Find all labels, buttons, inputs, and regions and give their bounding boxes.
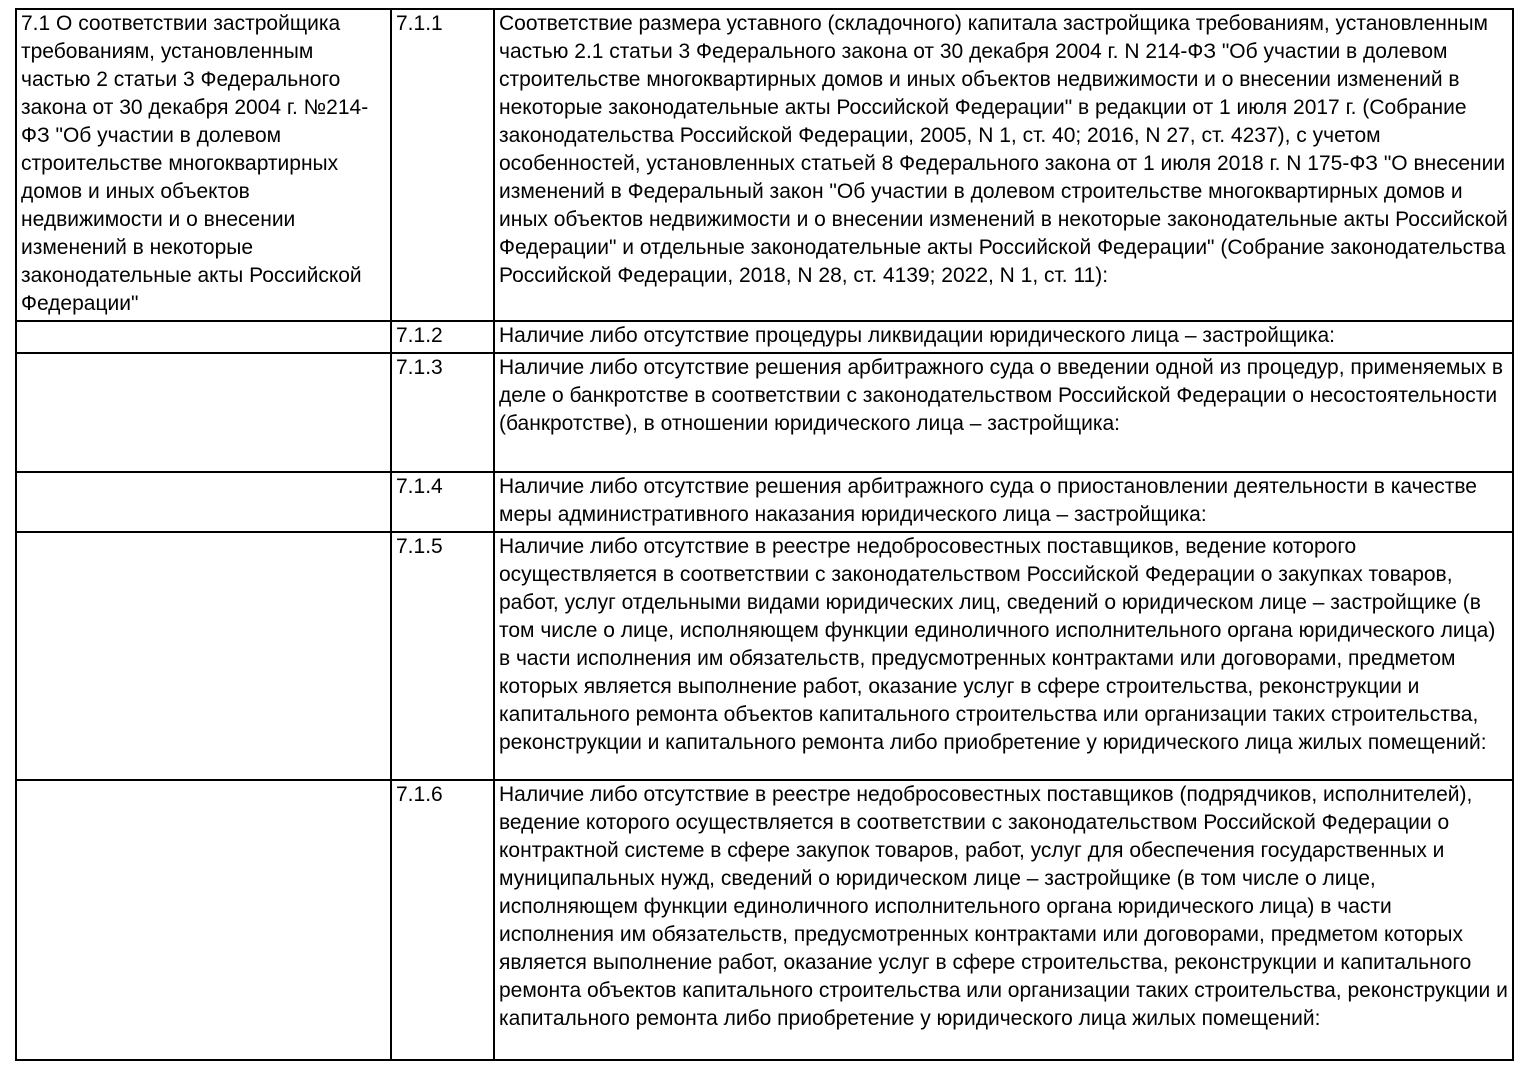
row-number: 7.1.6: [391, 780, 494, 1060]
section-header-cell-empty: [16, 472, 391, 532]
row-number: 7.1.2: [391, 321, 494, 353]
section-header-cell-empty: [16, 353, 391, 472]
requirement-text: Наличие либо отсутствие решения арбитражного суда о приостановлении деятельности в качестве меры административного наказания юридического лица – застройщика:: [494, 472, 1513, 532]
requirement-text: Соответствие размера уставного (складочного) капитала застройщика требованиям, установленным частью 2.1 статьи 3 Федерального закона от 30 декабря 2004 г. N 214-ФЗ "Об участии в долевом строительстве многоквартирных домов и иных объектов недвижимости и о внесении изменений в некоторые законодательные акты Российской Федерации" в редакции от 1 июля 2017 г. (Собрание законодательства Российской Федерации, 2005, N 1, ст. 40; 2016, N 27, ст. 4237), с учетом особенностей, установленных статьей 8 Федерального закона от 1 июля 2018 г. N 175-ФЗ "О внесении изменений в Федеральный закон "Об участии в долевом строительстве многоквартирных домов и иных объектов недвижимости и о внесении изменений в некоторые законодательные акты Российской Федерации" и отдельные законодательные акты Российской Федерации" (Собрание законодательства Российской Федерации, 2018, N 28, ст. 4139; 2022, N 1, ст. 11):: [494, 9, 1513, 321]
requirement-text: Наличие либо отсутствие в реестре недобросовестных поставщиков, ведение которого осуществляется в соответствии с законодательством Российской Федерации о закупках товаров, работ, услуг отдельными видами юридических лиц, сведений о юридическом лице – застройщике (в том числе о лице, исполняющем функции единоличного исполнительного органа юридического лица) в части исполнения им обязательств, предусмотренных контрактами или договорами, предметом которых является выполнение работ, оказание услуг в сфере строительства, реконструкции и капитального ремонта объектов капитального строительства или организации таких строительства, реконструкции и капитального ремонта либо приобретение у юридического лица жилых помещений:: [494, 532, 1513, 780]
table-row: [16, 472, 1513, 532]
requirement-text: Наличие либо отсутствие процедуры ликвидации юридического лица – застройщика:: [494, 321, 1513, 353]
table-row: [16, 321, 1513, 353]
declaration-table: [15, 8, 1514, 1061]
section-header-cell: 7.1 О соответствии застройщика требованиям, установленным частью 2 статьи 3 Федерального закона от 30 декабря 2004 г. №214-ФЗ "Об участии в долевом строительстве многоквартирных домов и иных объектов недвижимости и о внесении изменений в некоторые законодательные акты Российской Федерации": [16, 9, 391, 321]
requirement-text: Наличие либо отсутствие решения арбитражного суда о введении одной из процедур, применяемых в деле о банкротстве в соответствии с законодательством Российской Федерации о несостоятельности (банкротстве), в отношении юридического лица – застройщика:: [494, 353, 1513, 472]
table-row: [16, 532, 1513, 780]
table-row: [16, 780, 1513, 1060]
row-number: 7.1.4: [391, 472, 494, 532]
row-number: 7.1.5: [391, 532, 494, 780]
row-number: 7.1.3: [391, 353, 494, 472]
section-header-cell-empty: [16, 532, 391, 780]
table-row: [16, 353, 1513, 472]
requirement-text: Наличие либо отсутствие в реестре недобросовестных поставщиков (подрядчиков, исполнителей), ведение которого осуществляется в соответствии с законодательством Российской Федерации о контрактной системе в сфере закупок товаров, работ, услуг для обеспечения государственных и муниципальных нужд, сведений о юридическом лице – застройщике (в том числе о лице, исполняющем функции единоличного исполнительного органа юридического лица) в части исполнения им обязательств, предусмотренных контрактами или договорами, предметом которых является выполнение работ, оказание услуг в сфере строительства, реконструкции и капитального ремонта объектов капитального строительства или организации таких строительства, реконструкции и капитального ремонта либо приобретение у юридического лица жилых помещений:: [494, 780, 1513, 1060]
section-header-cell-empty: [16, 780, 391, 1060]
table-row: [16, 9, 1513, 321]
section-header-cell-empty: [16, 321, 391, 353]
row-number: 7.1.1: [391, 9, 494, 321]
